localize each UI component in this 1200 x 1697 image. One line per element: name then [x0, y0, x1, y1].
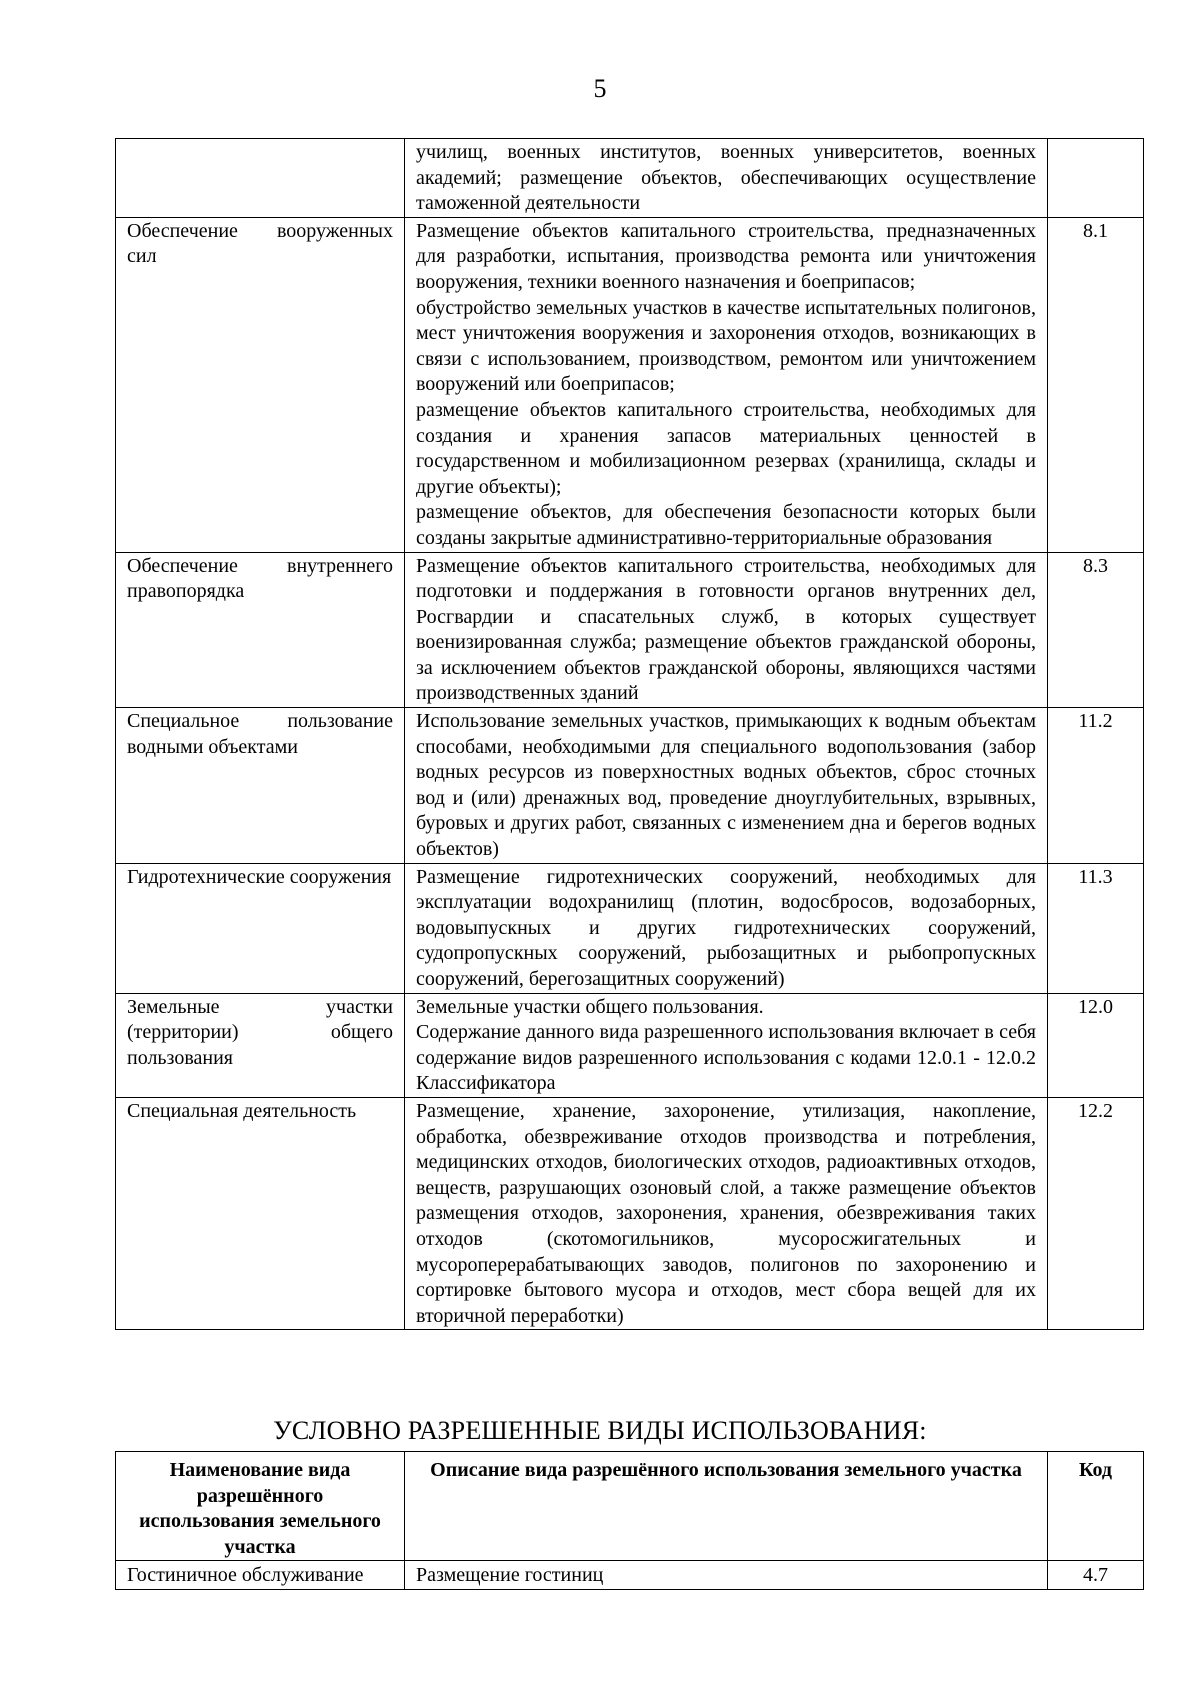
cell-code: 8.3	[1048, 552, 1144, 708]
table-row	[116, 708, 1144, 864]
cell-code	[1048, 139, 1144, 218]
table-row	[116, 217, 1144, 552]
permitted-uses-table	[115, 138, 1144, 1330]
conditional-uses-title: УСЛОВНО РАЗРЕШЕННЫЕ ВИДЫ ИСПОЛЬЗОВАНИЯ:	[273, 1416, 927, 1445]
description-paragraph: Размещение гостиниц	[416, 1564, 604, 1587]
cell-description	[405, 1097, 1048, 1329]
cell-description	[405, 993, 1048, 1097]
description-paragraph: размещение объектов, для обеспечения безопасности которых были созданы закрытые административно-территориальные образования	[416, 501, 1036, 549]
permitted-uses-table-body	[116, 139, 1144, 1330]
header-name: Наименование вида разрешённого использования земельного участка	[116, 1452, 405, 1561]
cell-code: 8.1	[1048, 217, 1144, 552]
table-row	[116, 1097, 1144, 1329]
table-header-row	[116, 1452, 1144, 1561]
description-paragraph: размещение объектов капитального строительства, необходимых для создания и хранения запасов материальных ценностей в государственном и мобилизационном резервах (хранилища, склады и другие объекты);	[416, 398, 1036, 498]
cell-description	[405, 863, 1048, 993]
description-paragraph: обустройство земельных участков в качестве испытательных полигонов, мест уничтожения вооружения и захоронения отходов, возникающих в связи с использованием, производством, ремонтом или уничтожением вооружений или боеприпасов;	[416, 296, 1036, 396]
cell-description	[405, 217, 1048, 552]
cell-code: 4.7	[1048, 1561, 1144, 1590]
cell-name: Специальная деятельность	[116, 1097, 405, 1329]
cell-description	[405, 708, 1048, 864]
cell-name: Специальное пользование водными объектами	[116, 708, 405, 864]
cell-code: 11.3	[1048, 863, 1144, 993]
conditional-uses-table	[115, 1451, 1144, 1590]
table-row	[116, 1561, 1144, 1590]
table-row	[116, 139, 1144, 218]
cell-description	[405, 552, 1048, 708]
cell-name: Обеспечение вооруженных сил	[116, 217, 405, 552]
cell-name: Обеспечение внутреннего правопорядка	[116, 552, 405, 708]
description-paragraph: Содержание данного вида разрешенного использования включает в себя содержание видов разрешенного использования с кодами 12.0.1 - 12.0.2 Классификатора	[416, 1021, 1036, 1095]
description-paragraph: Размещение, хранение, захоронение, утилизация, накопление, обработка, обезвреживание отходов производства и потребления, медицинских отходов, биологических отходов, радиоактивных отходов, веществ, разрушающих озоновый слой, а также размещение объектов размещения отходов, захоронения, хранения, обезвреживания таких отходов (скотомогильников, мусоросжигательных и мусороперерабатывающих заводов, полигонов по захоронению и сортировке бытового мусора и отходов, мест сбора вещей для их вторичной переработки)	[416, 1099, 1036, 1327]
description-paragraph: училищ, военных институтов, военных университетов, военных академий; размещение объектов, обеспечивающих осуществление таможенной деятельности	[416, 141, 1036, 215]
cell-code: 12.2	[1048, 1097, 1144, 1329]
page-number: 5	[593, 74, 607, 103]
table-row	[116, 552, 1144, 708]
table-row	[116, 863, 1144, 993]
header-description: Описание вида разрешённого использования земельного участка	[405, 1452, 1048, 1561]
cell-name	[116, 139, 405, 218]
cell-name: Земельные участки (территории) общего пользования	[116, 993, 405, 1097]
description-paragraph: Размещение объектов капитального строительства, предназначенных для разработки, испытания, производства ремонта или уничтожения вооружения, техники военного назначения и боеприпасов;	[416, 219, 1036, 293]
description-paragraph: Размещение гидротехнических сооружений, необходимых для эксплуатации водохранилищ (плотин, водосбросов, водозаборных, водовыпускных и других гидротехнических сооружений, судопропускных сооружений, рыбозащитных и рыбопропускных сооружений, берегозащитных сооружений)	[416, 865, 1036, 990]
cell-code: 12.0	[1048, 993, 1144, 1097]
description-paragraph: Использование земельных участков, примыкающих к водным объектам способами, необходимыми для специального водопользования (забор водных ресурсов из поверхностных водных объектов, сброс сточных вод и (или) дренажных вод, проведение дноуглубительных, взрывных, буровых и других работ, связанных с изменением дна и берегов водных объектов)	[416, 710, 1036, 861]
cell-name: Гидротехнические сооружения	[116, 863, 405, 993]
table-row	[116, 993, 1144, 1097]
description-paragraph: Земельные участки общего пользования.	[416, 995, 764, 1018]
cell-description	[405, 1561, 1048, 1590]
conditional-uses-table-body	[116, 1561, 1144, 1590]
header-code: Код	[1048, 1452, 1144, 1561]
cell-name: Гостиничное обслуживание	[116, 1561, 405, 1590]
cell-code: 11.2	[1048, 708, 1144, 864]
cell-description	[405, 139, 1048, 218]
description-paragraph: Размещение объектов капитального строительства, необходимых для подготовки и поддержания в готовности органов внутренних дел, Росгвардии и спасательных служб, в которых существует военизированная служба; размещение объектов гражданской обороны, за исключением объектов гражданской обороны, являющихся частями производственных зданий	[416, 554, 1036, 705]
